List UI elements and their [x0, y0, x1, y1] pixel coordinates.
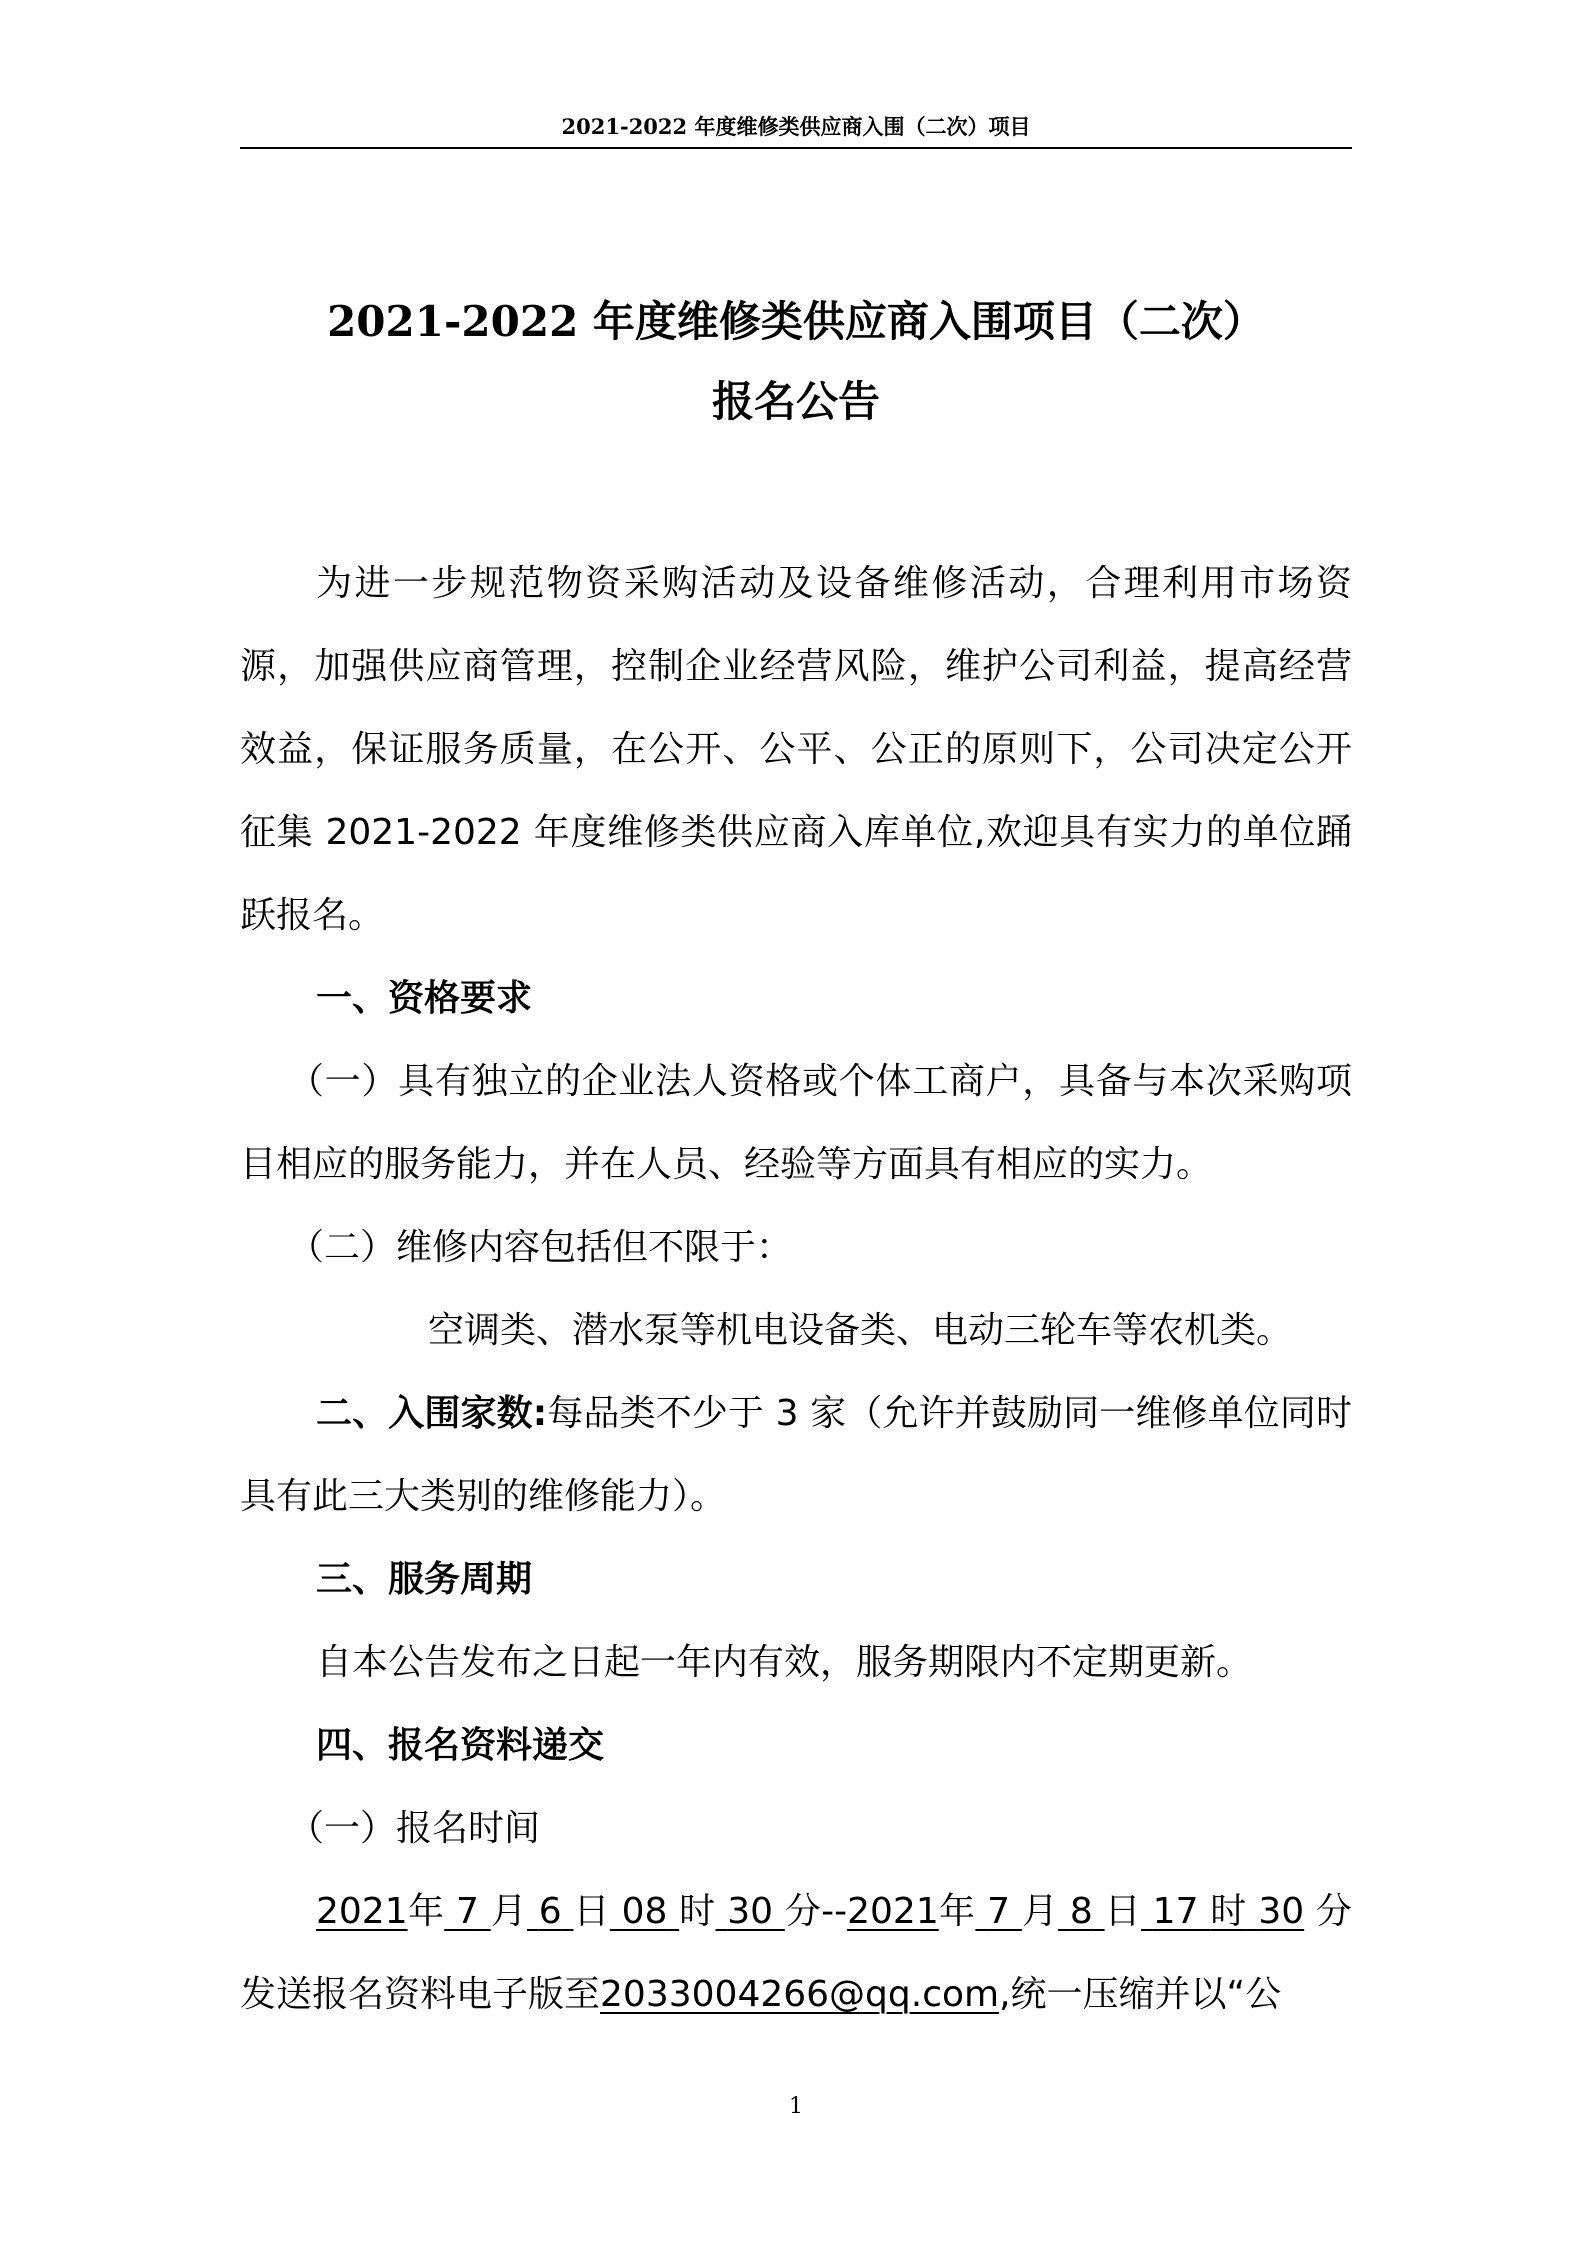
- send-text: 分发送报名资料电子版至: [240, 1891, 1352, 2015]
- document-title-line1: 2021-2022 年度维修类供应商入围项目（二次）: [327, 297, 1265, 346]
- month-unit-2: 月: [1021, 1891, 1059, 1932]
- page-number: 1: [789, 2094, 803, 2119]
- year-unit-1: 年: [407, 1891, 445, 1932]
- section4-heading: 四、报名资料递交: [316, 1725, 605, 1766]
- intro-paragraph: 为进一步规范物资采购活动及设备维修活动，合理利用市场资源，加强供应商管理，控制企业经营风险，维护公司利益，提高经营效益，保证服务质量，在公开、公平、公正的原则下，公司决定公开征集 2021-2022 年度维修类供应商入库单位,欢迎具有实力的单位踊跃报名。: [240, 563, 1352, 936]
- document-title-line2: 报名公告: [711, 377, 880, 426]
- tail-text: ,统一压缩并以“公: [999, 1974, 1282, 2015]
- section2-paragraph: [240, 1372, 1352, 1538]
- section3-text: 自本公告发布之日起一年内有效，服务期限内不定期更新。: [316, 1642, 1253, 1683]
- section3-heading: 三、服务周期: [316, 1559, 533, 1600]
- day-unit-1: 日: [573, 1891, 610, 1932]
- section1-item2: （二）维修内容包括但不限于：: [288, 1227, 793, 1268]
- section2-text: 每品类不少于 3 家（允许并鼓励同一维修单位同时具有此三大类别的维修能力）。: [240, 1393, 1352, 1517]
- registration-time-paragraph: [240, 1870, 1352, 2036]
- end-month: 7: [987, 1891, 1011, 1932]
- end-year: 2021: [847, 1891, 939, 1932]
- minute-unit-1: 分--: [784, 1891, 848, 1932]
- section1-item1: （一）具有独立的企业法人资格或个体工商户，具备与本次采购项目相应的服务能力，并在人员、经验等方面具有相应的实力。: [240, 1061, 1352, 1185]
- section4-sub1: （一）报名时间: [288, 1808, 541, 1849]
- start-month: 7: [456, 1891, 479, 1932]
- end-hour: 17: [1152, 1891, 1199, 1932]
- document-body: [240, 542, 1352, 2036]
- start-year: 2021: [316, 1891, 408, 1932]
- day-unit-2: 日: [1104, 1891, 1141, 1932]
- end-day: 8: [1069, 1891, 1093, 1932]
- hour-unit-2: 时: [1210, 1891, 1247, 1932]
- hour-unit-1: 时: [679, 1891, 716, 1932]
- start-day: 6: [538, 1891, 562, 1932]
- year-unit-2: 年: [938, 1891, 976, 1932]
- header-divider: [240, 147, 1352, 149]
- email-link[interactable]: 2033004266@qq.com: [600, 1974, 1000, 2015]
- running-header: 2021-2022 年度维修类供应商入围（二次）项目: [561, 114, 1031, 139]
- start-minute: 30: [727, 1891, 774, 1932]
- end-minute: 30: [1258, 1891, 1305, 1932]
- section1-item2-detail: 空调类、潜水泵等机电设备类、电动三轮车等农机类。: [428, 1310, 1293, 1351]
- start-hour: 08: [621, 1891, 668, 1932]
- month-unit-1: 月: [490, 1891, 528, 1932]
- section1-heading: 一、资格要求: [316, 978, 533, 1019]
- section2-heading: 二、入围家数:: [316, 1393, 548, 1434]
